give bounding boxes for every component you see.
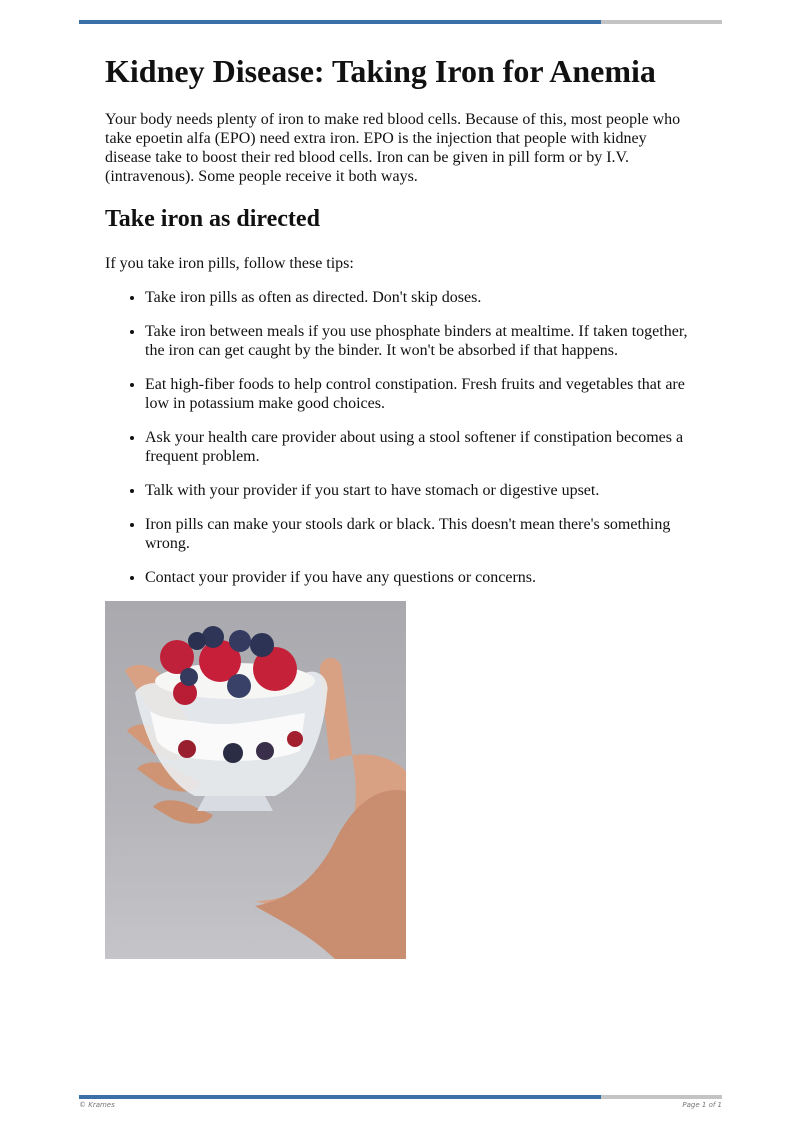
page-footer — [79, 1101, 722, 1109]
header-rule-remainder — [601, 20, 722, 24]
header-rule-accent — [79, 20, 601, 24]
list-item: • Eat high-fiber foods to help control constipation. Fresh fruits and vegetables that are low in potassium make good choices. — [145, 375, 695, 413]
footer-rule-remainder — [601, 1095, 722, 1099]
list-item: • Ask your health care provider about using a stool softener if constipation becomes a frequent problem. — [145, 428, 695, 466]
list-item: • Iron pills can make your stools dark or black. This doesn't mean there's something wrong. — [145, 515, 695, 553]
intro-paragraph: Your body needs plenty of iron to make red blood cells. Because of this, most people who take epoetin alfa (EPO) need extra iron. EPO is the injection that people with kidney disease take to boost their red blood cells. Iron can be given in pill form or by I.V. (intravenous). Some people receive it both ways. — [105, 111, 681, 186]
list-item: • Contact your provider if you have any questions or concerns. — [145, 568, 695, 587]
parfait-photo — [105, 601, 406, 959]
header-rule — [79, 20, 722, 24]
page-title: Kidney Disease: Taking Iron for Anemia — [105, 53, 656, 89]
list-item: • Take iron pills as often as directed. Don't skip doses. — [145, 288, 695, 307]
page-number: Page 1 of 1 — [682, 1101, 722, 1109]
list-item: • Talk with your provider if you start to have stomach or digestive upset. — [145, 481, 695, 500]
copyright-text: © Krames — [79, 1101, 115, 1109]
list-item: • Take iron between meals if you use phosphate binders at mealtime. If taken together, the iron can get caught by the binder. It won't be absorbed if that happens. — [145, 322, 695, 360]
footer-rule — [79, 1095, 722, 1099]
tips-list — [105, 288, 695, 587]
tips-lead: If you take iron pills, follow these tips: — [105, 255, 354, 273]
parfait-illustration — [105, 601, 406, 959]
footer-rule-accent — [79, 1095, 601, 1099]
document-body — [105, 52, 695, 602]
section-heading: Take iron as directed — [105, 206, 320, 233]
